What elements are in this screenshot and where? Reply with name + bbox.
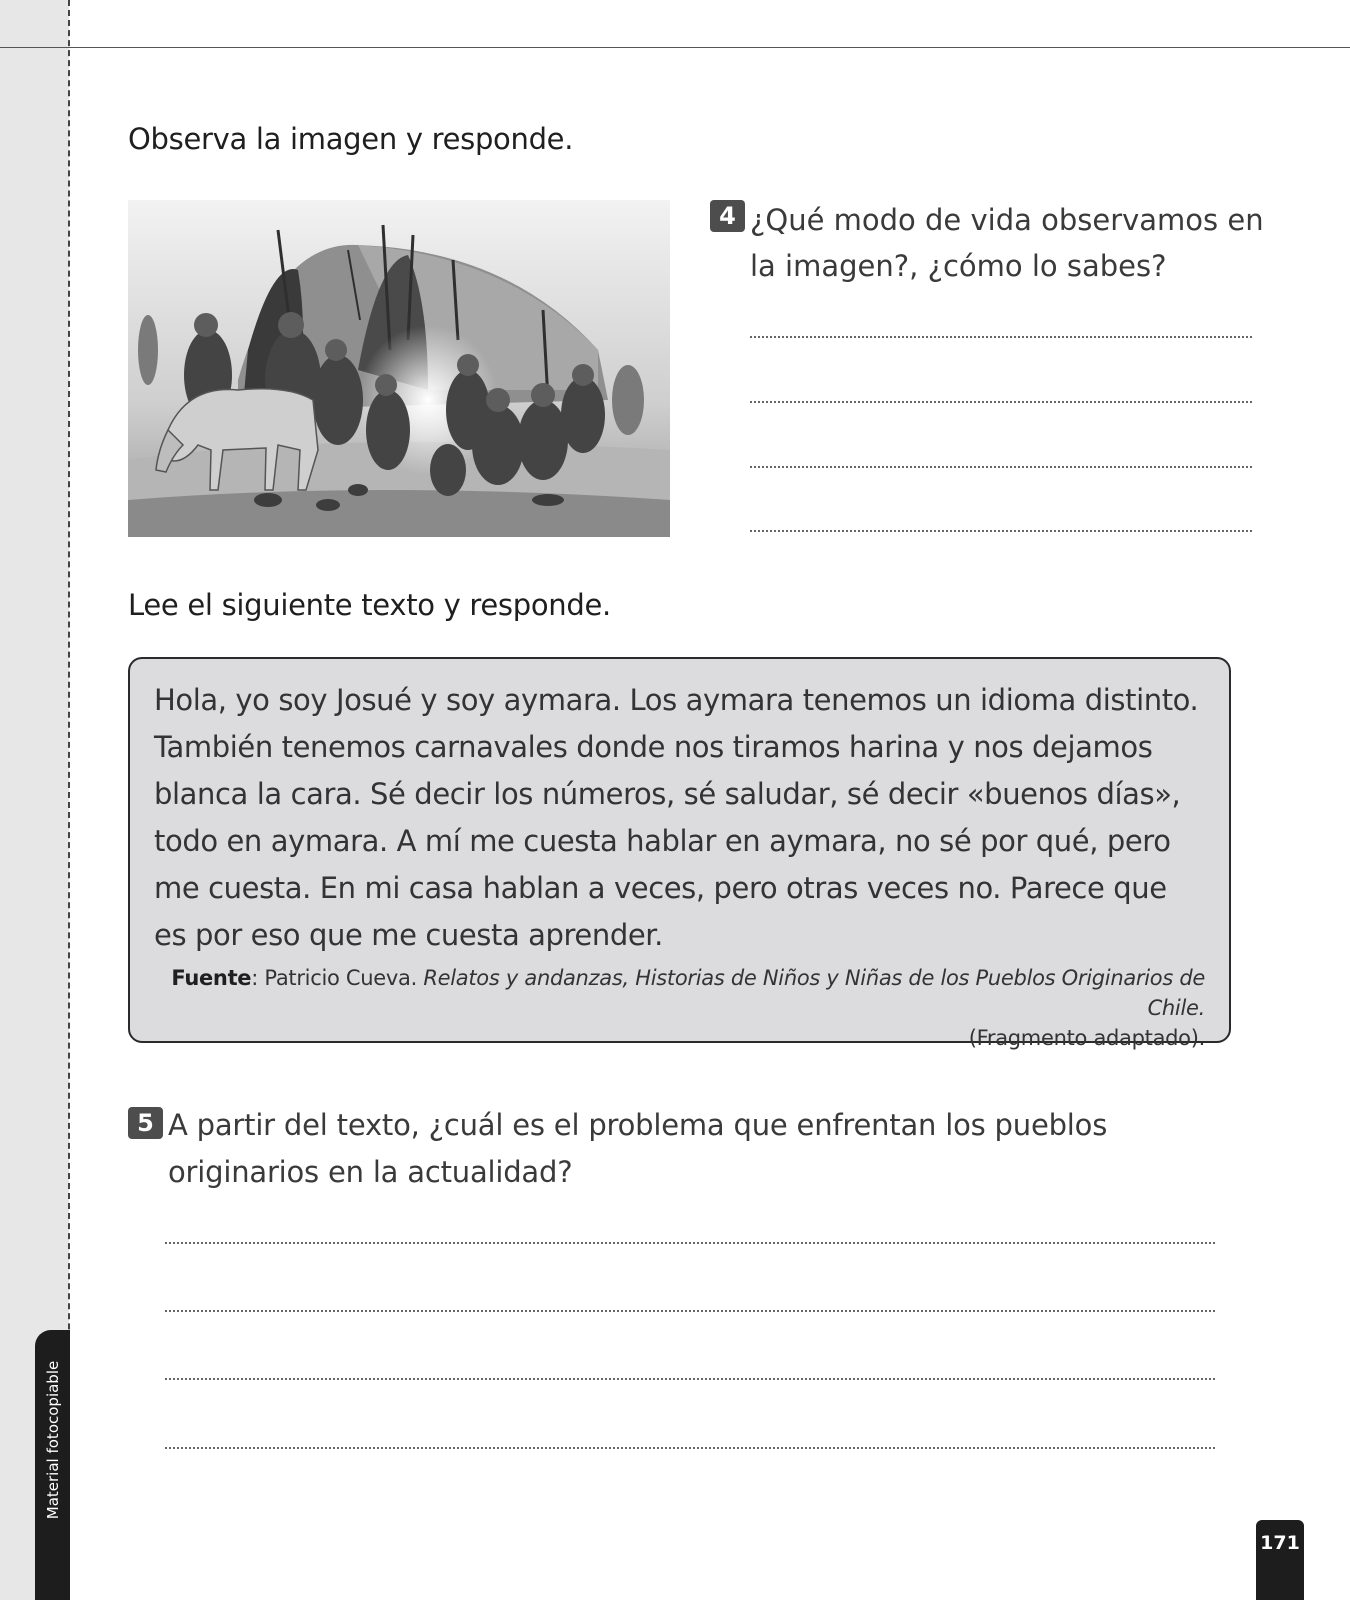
historical-camp-illustration	[128, 200, 670, 537]
source-author: : Patricio Cueva.	[251, 966, 424, 990]
source-label: Fuente	[171, 966, 252, 990]
answer-line[interactable]	[165, 1242, 1215, 1244]
answer-line[interactable]	[750, 401, 1252, 403]
side-tab-label: Material fotocopiable	[44, 1360, 62, 1520]
passage-source	[154, 963, 1205, 1053]
answer-line[interactable]	[165, 1310, 1215, 1312]
section-heading-observe: Observa la imagen y responde.	[128, 122, 574, 156]
question-5-number: 5	[128, 1107, 163, 1139]
question-5-text: A partir del texto, ¿cuál es el problema que enfrentan los pueblos originarios en la actualidad?	[168, 1108, 1108, 1189]
answer-line[interactable]	[165, 1447, 1215, 1449]
top-rule	[0, 47, 1350, 48]
source-note: (Fragmento adaptado).	[968, 1026, 1205, 1050]
page-number: 171	[1256, 1520, 1304, 1600]
question-4-text: ¿Qué modo de vida observamos en la imagen?, ¿cómo lo sabes?	[750, 203, 1264, 283]
reading-passage-box	[128, 657, 1231, 1050]
question-4-number: 4	[710, 200, 745, 232]
answer-line[interactable]	[750, 530, 1252, 532]
source-title: Relatos y andanzas, Historias de Niños y Niñas de los Pueblos Originarios de Chile.	[423, 966, 1205, 1020]
passage-text: Hola, yo soy Josué y soy aymara. Los aymara tenemos un idioma distinto. También tenemos carnavales donde nos tiramos harina y nos dejamos blanca la cara. Sé decir los números, sé saludar, sé decir «buenos días», todo en aymara. A mí me cuesta hablar en aymara, no sé por qué, pero me cuesta. En mi casa hablan a veces, pero otras veces no. Parece que es por eso que me cuesta aprender.	[154, 683, 1199, 952]
answer-line[interactable]	[750, 466, 1252, 468]
answer-line[interactable]	[750, 336, 1252, 338]
answer-line[interactable]	[165, 1378, 1215, 1380]
section-heading-read: Lee el siguiente texto y responde.	[128, 588, 611, 622]
